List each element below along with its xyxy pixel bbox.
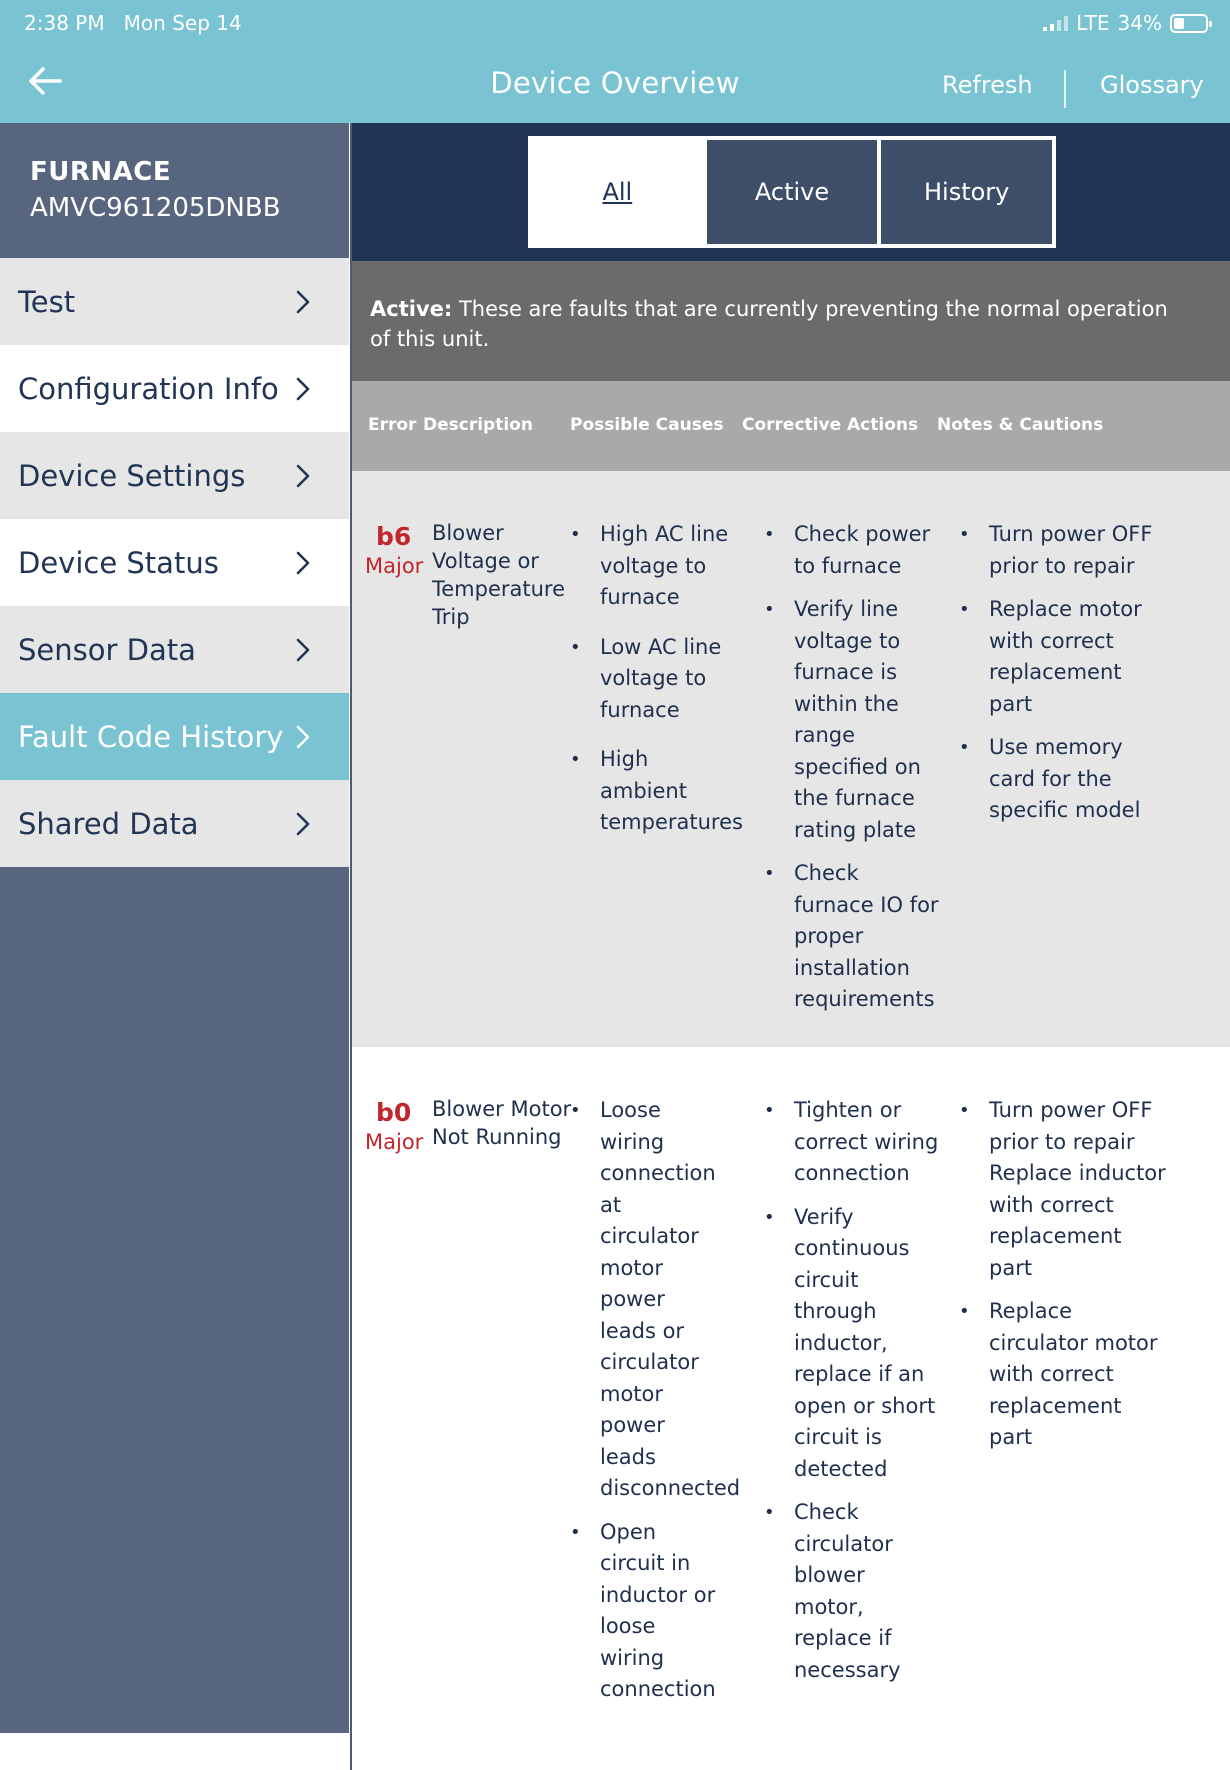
chevron-right-icon xyxy=(295,289,311,315)
sidebar-item-fault-code-history[interactable] xyxy=(0,693,349,780)
chevron-right-icon xyxy=(295,811,311,837)
sidebar-item-label: Sensor Data xyxy=(18,632,196,667)
sidebar-item-device-status[interactable] xyxy=(0,519,349,606)
notes-cautions xyxy=(959,1095,1169,1454)
col-actions: Corrective Actions xyxy=(742,415,919,435)
chevron-right-icon xyxy=(295,637,311,663)
cause-item: • Low AC line voltage to furnace xyxy=(570,632,730,727)
possible-causes xyxy=(570,1095,741,1706)
banner-text: These are faults that are currently preventing the normal operation of this unit. xyxy=(370,297,1168,351)
glossary-button[interactable]: Glossary xyxy=(1100,71,1204,99)
tab-active[interactable]: Active xyxy=(703,140,878,244)
battery-label: 34% xyxy=(1117,11,1162,35)
chevron-right-icon xyxy=(295,376,311,402)
fault-row[interactable] xyxy=(352,471,1230,1047)
cause-item: • High AC line voltage to furnace xyxy=(570,519,730,614)
banner-bold: Active: xyxy=(370,297,453,321)
note-item: • Use memory card for the specific model xyxy=(959,732,1169,827)
sidebar-item-label: Device Status xyxy=(18,545,219,580)
notes-cautions xyxy=(959,519,1169,827)
segmented-control xyxy=(528,136,1056,248)
sidebar-item-test[interactable] xyxy=(0,258,349,345)
action-item: • Verify continuous circuit through inductor, replace if an open or short circuit is detected xyxy=(764,1202,939,1486)
action-item: • Check power to furnace xyxy=(764,519,939,582)
sidebar-item-label: Fault Code History xyxy=(18,719,284,754)
chevron-right-icon xyxy=(295,550,311,576)
sidebar-item-label: Shared Data xyxy=(18,806,199,841)
fault-row[interactable] xyxy=(352,1047,1230,1770)
tab-bar xyxy=(352,123,1230,261)
refresh-button[interactable]: Refresh xyxy=(942,71,1033,99)
chevron-right-icon xyxy=(295,724,311,750)
battery-icon xyxy=(1170,14,1208,33)
note-item: • Replace motor with correct replacement part xyxy=(959,594,1169,720)
col-error: Error xyxy=(368,415,417,435)
sidebar-item-sensor-data[interactable] xyxy=(0,606,349,693)
note-item: • Replace circulator motor with correct replacement part xyxy=(959,1296,1169,1454)
device-header xyxy=(0,123,349,258)
sidebar xyxy=(0,123,349,1733)
cause-item: • Open circuit in inductor or loose wiring connection xyxy=(570,1517,720,1706)
note-item: • Turn power OFF prior to repair xyxy=(959,1095,1169,1158)
sidebar-item-configuration-info[interactable] xyxy=(0,345,349,432)
page-title: Device Overview xyxy=(490,66,740,100)
fault-severity: Major xyxy=(365,554,424,578)
main-panel xyxy=(350,123,1230,1770)
device-type: FURNACE xyxy=(30,157,172,187)
col-causes: Possible Causes xyxy=(570,415,724,435)
action-item: • Check furnace IO for proper installation requirements xyxy=(764,858,939,1016)
fault-code: b6 xyxy=(376,522,412,551)
fault-severity: Major xyxy=(365,1130,424,1154)
note-item: Replace inductor with correct replacement part xyxy=(989,1161,1166,1280)
chevron-right-icon xyxy=(295,463,311,489)
header-divider xyxy=(1064,70,1066,108)
col-description: Description xyxy=(423,415,533,435)
tab-all[interactable]: All xyxy=(532,140,703,244)
tab-history[interactable]: History xyxy=(877,140,1052,244)
corrective-actions xyxy=(764,519,939,1016)
sidebar-item-device-settings[interactable] xyxy=(0,432,349,519)
cause-item: • Loose wiring connection at circulator motor power leads or circulator motor power leads disconnected xyxy=(570,1095,720,1505)
sidebar-item-label: Test xyxy=(18,284,76,319)
table-header xyxy=(352,381,1230,471)
device-model: AMVC961205DNBB xyxy=(30,193,281,223)
action-item: • Check circulator blower motor, replace if necessary xyxy=(764,1497,939,1686)
status-time: 2:38 PM Mon Sep 14 xyxy=(24,11,242,35)
network-label: LTE xyxy=(1076,11,1110,35)
fault-code: b0 xyxy=(376,1098,412,1127)
fault-description: Blower Voltage or Temperature Trip xyxy=(432,521,566,629)
top-bar xyxy=(0,0,1230,123)
col-notes: Notes & Cautions xyxy=(937,415,1104,435)
sidebar-item-label: Configuration Info xyxy=(18,371,279,406)
cause-item: • High ambient temperatures xyxy=(570,744,730,839)
info-banner xyxy=(352,261,1230,381)
action-item: • Tighten or correct wiring connection xyxy=(764,1095,939,1190)
possible-causes xyxy=(570,519,743,839)
corrective-actions xyxy=(764,1095,939,1686)
action-item: • Verify line voltage to furnace is within the range specified on the furnace rating plate xyxy=(764,594,939,846)
sidebar-item-shared-data[interactable] xyxy=(0,780,349,867)
status-indicators xyxy=(1043,11,1208,35)
sidebar-item-label: Device Settings xyxy=(18,458,246,493)
signal-icon xyxy=(1043,15,1068,31)
note-item: • Turn power OFF prior to repair xyxy=(959,519,1169,582)
fault-description: Blower Motor Not Running xyxy=(432,1097,572,1149)
